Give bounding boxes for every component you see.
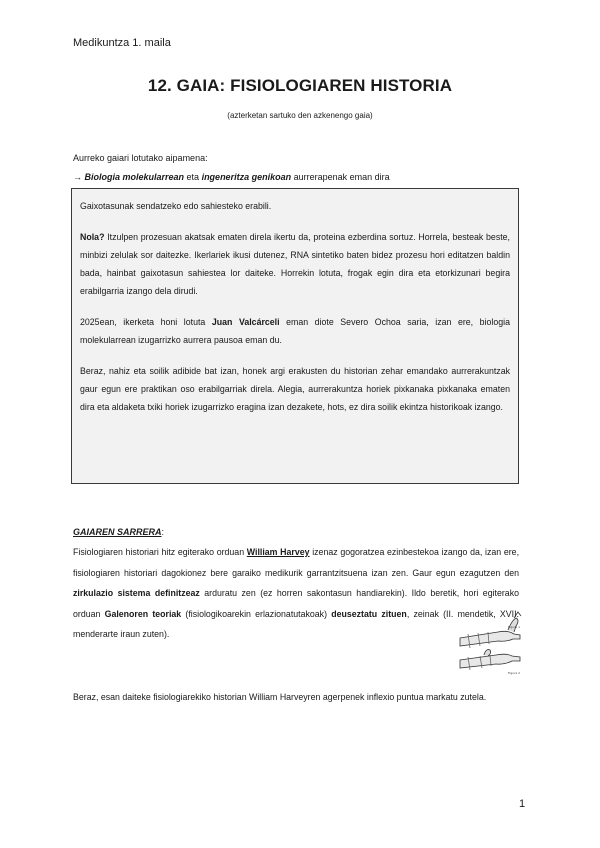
box-p2-text: Itzulpen prozesuan akatsak ematen direla ikertu da, proteina ezberdina sortuz. Horrela, besteak beste, minbizi zelulak sor daitezke. Ikerlariek ikusi dutenez, RNA sintetiko baten bidez prozesu hori editatzen baldin bada, hainbat gaixotasun sahiestea lor daiteke. Horrekin lotuta, frogak egin dira eta etorkizunari begira erabilgarria izango dela dirudi. — [80, 232, 510, 296]
section-paragraph-1 — [73, 542, 519, 645]
page-number: 1 — [519, 798, 526, 810]
box-p2-bold: Nola? — [80, 232, 105, 242]
box-p3-text-a: 2025ean, ikerketa honi lotuta — [80, 317, 212, 327]
page-subtitle: (azterketan sartuko den azkenengo gaia) — [227, 111, 373, 120]
box-p3-bold: Juan Valcárceli — [211, 317, 280, 327]
figure-1-label: Figura 1 — [508, 625, 521, 629]
section-p1-bold-1: zirkulazio sistema definitzeaz — [73, 588, 200, 598]
figure-2-label: Figura 2 — [508, 671, 521, 675]
harvey-arm-illustration — [458, 608, 526, 678]
box-paragraph-4: Beraz, nahiz eta soilik adibide bat izan, honek argi erakusten du historian zehar emandako aurrerakuntzak gaur egun ere praktikan oso erabilgarriak direla. Alegia, aurrerakuntza horiek pixkanaka pixkanaka ematen dira eta aldaketa txiki horiek izugarrizko eragina izan dezakete, hots, ez dira soilik ekintza historikoak izango. — [80, 366, 510, 412]
section-p1-a: Fisiologiaren historiari hitz egiterako orduan — [73, 547, 247, 557]
section-p1-bold-3: deuseztatu zituen — [331, 608, 407, 619]
intro-rest: aurrerapenak eman dira — [291, 172, 390, 182]
william-harvey-name: William Harvey — [246, 547, 310, 557]
page-title: 12. GAIA: FISIOLOGIAREN HISTORIA — [147, 76, 453, 95]
intro-term-1: Biologia molekularrean — [84, 172, 185, 182]
section-p1-c: arduratu zen (ez horren sakontasun handiarekin). Ildo beretik, hori egiterako orduan — [73, 588, 519, 619]
intro-label: Aurreko gaiari lotutako aipamena: — [73, 153, 208, 163]
intro-connector: eta — [184, 172, 202, 182]
box-paragraph-1: Gaixotasunak sendatzeko edo sahiesteko erabili. — [80, 201, 272, 211]
section-title-colon: : — [161, 527, 165, 537]
arm-figure-1 — [460, 612, 521, 648]
section-p1-bold-2: Galenoren teoriak — [104, 608, 182, 619]
section-p1-b: izenaz gogoratzea ezinbestekoa izango da, izan ere, fisiologiaren historiari dagokionez bere garaiko medikurik garrantzitsuena izan zen. Gaur egun ezagutzen den — [73, 547, 520, 578]
arrow-icon: → — [73, 172, 82, 182]
box-paragraph-2 — [80, 228, 510, 300]
section-p1-d: (fisiologikoarekin erlazionatutakoak) — [181, 608, 332, 619]
section-title-text: GAIAREN SARRERA — [73, 527, 162, 537]
box-p3-text-b: eman diote Severo Ochoa saria, izan ere, biologia molekularrean izugarrizko aurrera pausoa eman du. — [80, 317, 511, 345]
highlight-box — [71, 188, 519, 484]
box-paragraph-3 — [80, 313, 510, 349]
section-p1-e: , zeinak (II. mendetik, XVII. menderarte iraun zuten). — [73, 608, 519, 639]
intro-line — [73, 172, 390, 182]
intro-term-2: ingeneritza genikoan — [201, 172, 292, 182]
header-note: Medikuntza 1. maila — [73, 37, 171, 49]
section-title — [73, 527, 164, 537]
arm-figure-2 — [460, 650, 520, 670]
section-paragraph-2: Beraz, esan daiteke fisiologiarekiko historian William Harveyren agerpenek inflexio puntua markatu zutela. — [73, 692, 487, 702]
